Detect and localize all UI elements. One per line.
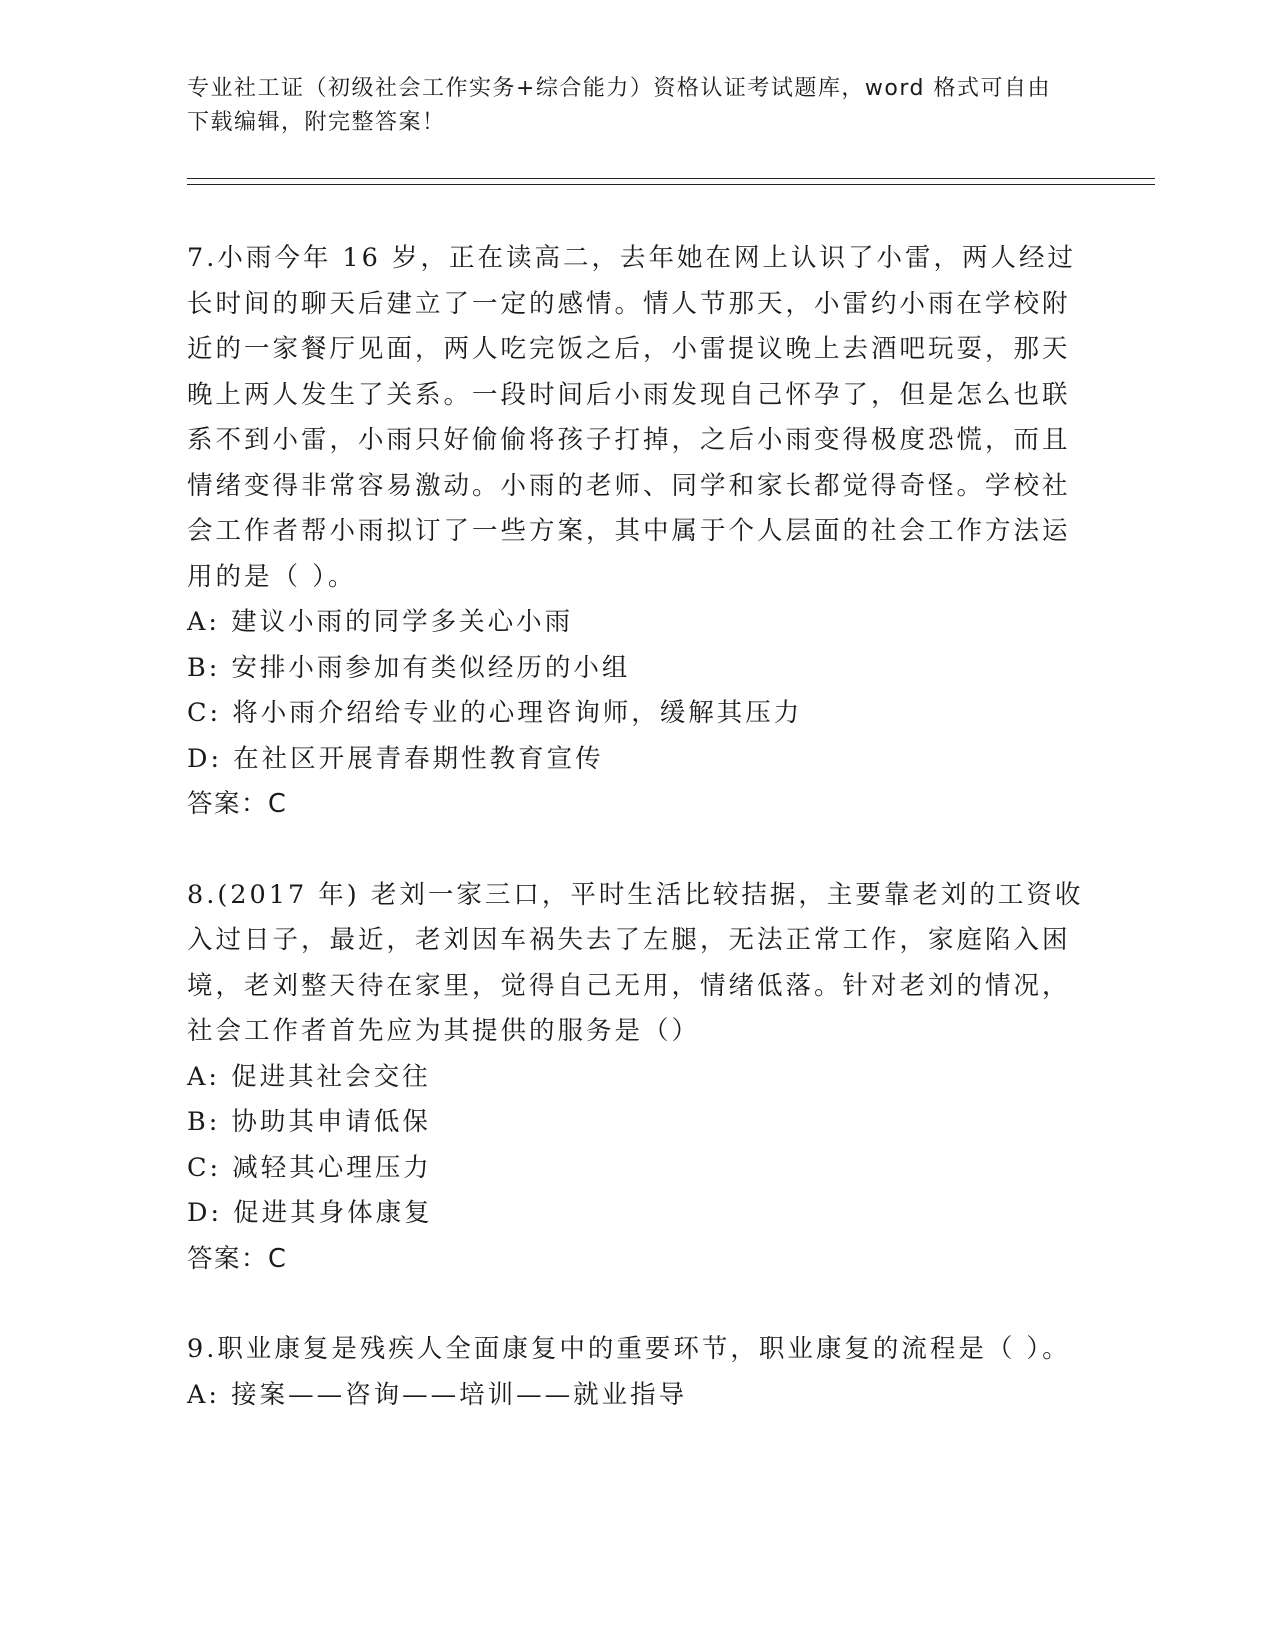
question-7: [187, 236, 1087, 828]
question-text: 8.(2017 年) 老刘一家三口，平时生活比较拮据，主要靠老刘的工资收入过日子，最近，老刘因车祸失去了左腿，无法正常工作，家庭陷入困境，老刘整天待在家里，觉得自己无用，情绪低落。针对老刘的情况，社会工作者首先应为其提供的服务是（）: [187, 879, 1084, 1046]
question-text: 7.小雨今年 16 岁，正在读高二，去年她在网上认识了小雷，两人经过长时间的聊天后建立了一定的感情。情人节那天，小雷约小雨在学校附近的一家餐厅见面，两人吃完饭之后，小雷提议晚上去酒吧玩耍，那天晚上两人发生了关系。一段时间后小雨发现自己怀孕了，但是怎么也联系不到小雷，小雨只好偷偷将孩子打掉，之后小雨变得极度恐慌，而且情绪变得非常容易激动。小雨的老师、同学和家长都觉得奇怪。学校社会工作者帮小雨拟订了一些方案，其中属于个人层面的社会工作方法运用的是（ ）。: [187, 243, 1076, 592]
header-title-line1: 专业社工证（初级社会工作实务+综合能力）资格认证考试题库，word 格式可自由: [187, 76, 1052, 101]
option-d: D: 在社区开展青春期性教育宣传: [187, 743, 604, 774]
question-8: [187, 873, 1087, 1283]
option-b: B: 安排小雨参加有类似经历的小组: [187, 652, 631, 683]
question-spacer: [187, 1282, 1087, 1327]
option-a: A: 建议小雨的同学多关心小雨: [187, 607, 574, 637]
question-spacer: [187, 828, 1087, 873]
option-a: A: 接案——咨询——培训——就业指导: [187, 1379, 688, 1410]
document-header: [187, 72, 1087, 140]
answer: 答案：C: [187, 1243, 288, 1274]
question-list: [187, 236, 1087, 1418]
option-c: C: 将小雨介绍给专业的心理咨询师，缓解其压力: [187, 698, 803, 728]
option-a: A: 促进其社会交往: [187, 1061, 431, 1092]
option-c: C: 减轻其心理压力: [187, 1152, 432, 1183]
answer: 答案：C: [187, 789, 288, 819]
header-title-line2: 下载编辑，附完整答案！: [187, 110, 446, 135]
option-d: D: 促进其身体康复: [187, 1198, 433, 1228]
option-b: B: 协助其申请低保: [187, 1107, 431, 1137]
header-double-rule: [187, 178, 1155, 185]
question-text: 9.职业康复是残疾人全面康复中的重要环节，职业康复的流程是（ ）。: [187, 1334, 1071, 1364]
question-9: [187, 1327, 1087, 1418]
